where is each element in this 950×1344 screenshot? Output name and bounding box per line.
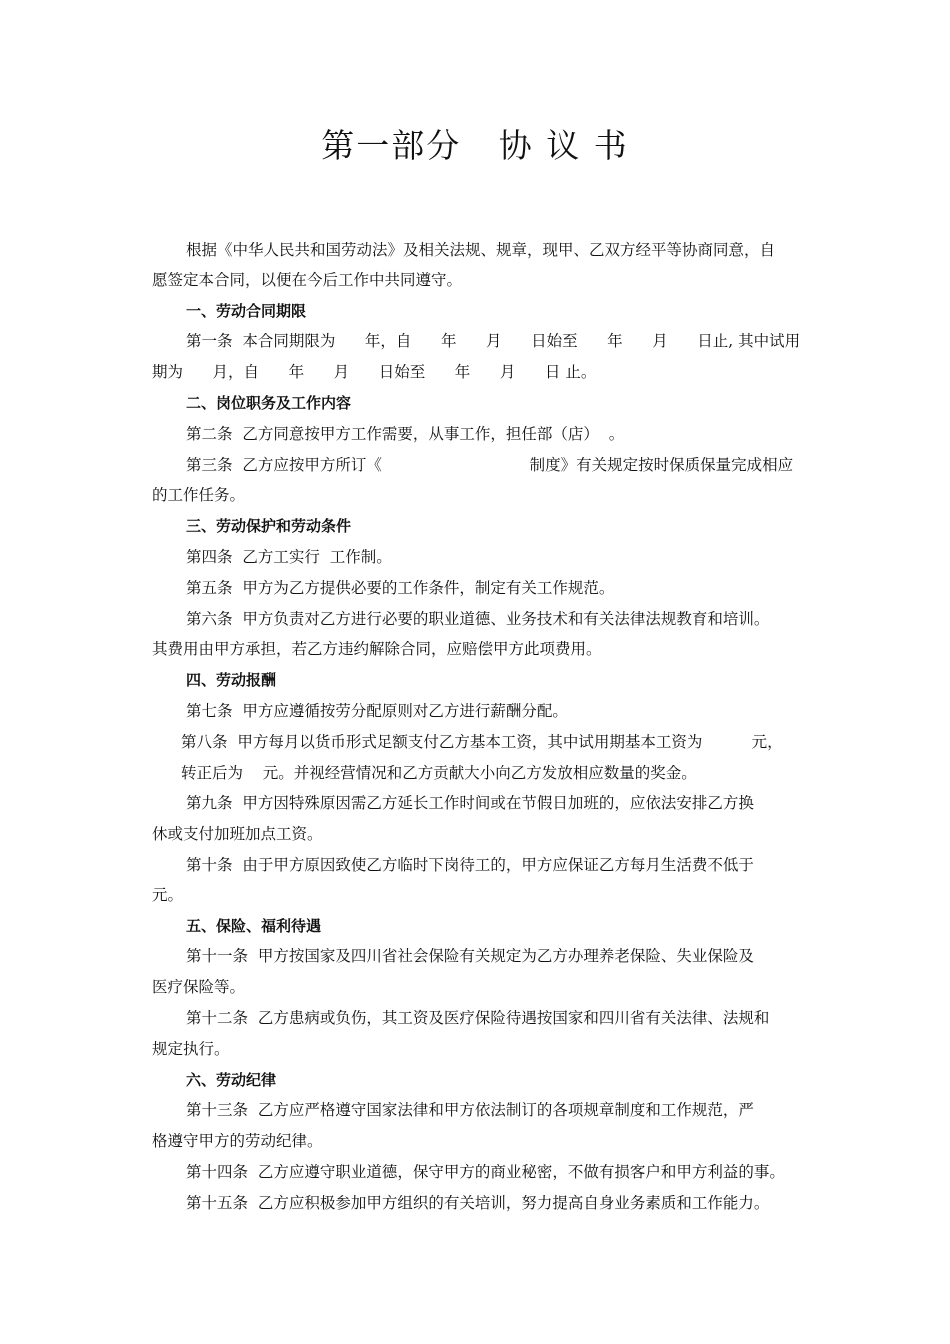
article-1-line-2: 期为 月，自 年 月 日始至 年 月 日 止。 bbox=[152, 363, 597, 381]
article-13-line-2: 格遵守甲方的劳动纪律。 bbox=[152, 1132, 323, 1150]
article-10-line-2: 元。 bbox=[152, 886, 184, 904]
article-12-line-2: 规定执行。 bbox=[152, 1040, 230, 1058]
article-12-line-1: 第十二条 乙方患病或负伤，其工资及医疗保险待遇按国家和四川省有关法律、法规和 bbox=[186, 1009, 770, 1027]
article-9-line-1: 第九条 甲方因特殊原因需乙方延长工作时间或在节假日加班的，应依法安排乙方换 bbox=[186, 794, 754, 812]
section-heading-5: 五、保险、福利待遇 bbox=[186, 917, 322, 935]
article-10-line-1: 第十条 由于甲方原因致使乙方临时下岗待工的，甲方应保证乙方每月生活费不低于 bbox=[186, 856, 754, 874]
article-4: 第四条 乙方工实行 工作制。 bbox=[186, 548, 392, 566]
article-9-line-2: 休或支付加班加点工资。 bbox=[152, 825, 323, 843]
article-14: 第十四条 乙方应遵守职业道德，保守甲方的商业秘密，不做有损客户和甲方利益的事。 bbox=[186, 1163, 785, 1181]
article-11-line-1: 第十一条 甲方按国家及四川省社会保险有关规定为乙方办理养老保险、失业保险及 bbox=[186, 947, 754, 965]
article-6-line-2: 其费用由甲方承担，若乙方违约解除合同，应赔偿甲方此项费用。 bbox=[152, 640, 602, 658]
article-15: 第十五条 乙方应积极参加甲方组织的有关培训，努力提高自身业务素质和工作能力。 bbox=[186, 1194, 770, 1212]
article-13-line-1: 第十三条 乙方应严格遵守国家法律和甲方依法制订的各项规章制度和工作规范，严 bbox=[186, 1101, 754, 1119]
article-8-line-2: 转正后为 元。并视经营情况和乙方贡献大小向乙方发放相应数量的奖金。 bbox=[181, 764, 697, 782]
article-6-line-1: 第六条 甲方负责对乙方进行必要的职业道德、业务技术和有关法律法规教育和培训。 bbox=[186, 610, 770, 628]
preamble-line-2: 愿签定本合同，以便在今后工作中共同遵守。 bbox=[152, 271, 463, 289]
page-title: 第一部分 协 议 书 bbox=[321, 126, 629, 165]
article-3-line-2: 的工作任务。 bbox=[152, 486, 246, 504]
article-5: 第五条 甲方为乙方提供必要的工作条件，制定有关工作规范。 bbox=[186, 579, 615, 597]
section-heading-3: 三、劳动保护和劳动条件 bbox=[186, 517, 352, 535]
section-heading-2: 二、岗位职务及工作内容 bbox=[186, 394, 352, 412]
article-7: 第七条 甲方应遵循按劳分配原则对乙方进行薪酬分配。 bbox=[186, 702, 568, 720]
article-2: 第二条 乙方同意按甲方工作需要，从事工作，担任部（店） 。 bbox=[186, 425, 625, 443]
preamble-line-1: 根据《中华人民共和国劳动法》及相关法规、规章，现甲、乙双方经平等协商同意，自 bbox=[186, 241, 776, 259]
article-3-line-1: 第三条 乙方应按甲方所订《 制度》有关规定按时保质保量完成相应 bbox=[186, 456, 794, 474]
section-heading-1: 一、劳动合同期限 bbox=[186, 302, 307, 320]
article-1-line-1: 第一条 本合同期限为 年，自 年 月 日始至 年 月 日止, 其中试用 bbox=[186, 332, 801, 350]
section-heading-6: 六、劳动纪律 bbox=[186, 1071, 277, 1089]
section-heading-4: 四、劳动报酬 bbox=[186, 671, 277, 689]
article-11-line-2: 医疗保险等。 bbox=[152, 978, 246, 996]
article-8-line-1: 第八条 甲方每月以货币形式足额支付乙方基本工资，其中试用期基本工资为 元， bbox=[181, 733, 783, 751]
